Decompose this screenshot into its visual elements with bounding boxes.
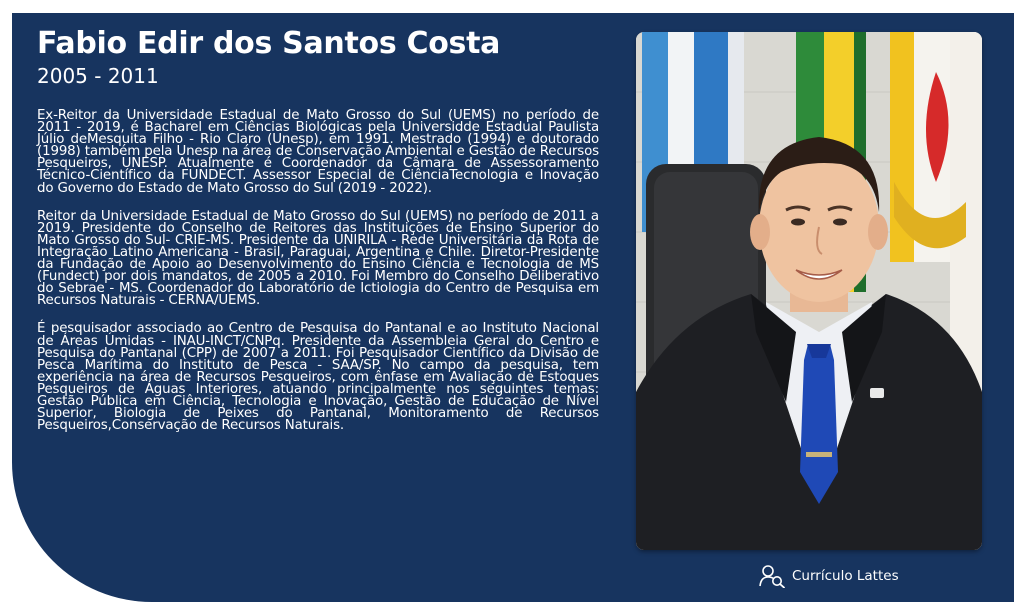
profile-name: Fabio Edir dos Santos Costa — [37, 26, 501, 61]
curriculo-lattes-link[interactable] — [758, 564, 899, 588]
bio-paragraph: Ex-Reitor da Universidade Estadual de Mato Grosso do Sul (UEMS) no período de 2011 - 2019, é Bacharel em Ciências Biológicas pela Universidde Estadual Paulista Júlio deMesquita Filho - Rio Claro (Unesp), em 1991. Mestrado (1994) e doutorado (1998) também pela Unesp na área de Conservação Ambiental e Gestão de Recursos Pesqueiros, UNESP. Atualmente é Coordenador da Câmara de Assessoramento Técnico-Científico da FUNDECT. Assessor Especial de CiênciaTecnologia e Inovação do Governo do Estado de Mato Grosso do Sul (2019 - 2022). — [37, 108, 599, 196]
profile-period: 2005 - 2011 — [37, 64, 159, 88]
user-search-icon — [758, 564, 786, 588]
profile-photo — [636, 32, 982, 550]
bio-paragraph: Reitor da Universidade Estadual de Mato Grosso do Sul (UEMS) no período de 2011 a 2019. Presidente do Conselho de Reitores das Instituições de Ensino Superior do Mato Grosso do Sul- CRIE-MS. Presidente da UNIRILA - Rede Universitária da Rota de Integração Latino Americana - Brasil, Paraguai, Argentina e Chile. Diretor-Presidente da Fundação de Apoio ao Desenvolvimento do Ensino Ciência e Tecnologia de MS (Fundect) por dois mandatos, de 2005 a 2010. Foi Membro do Conselho Deliberativo do Sebrae - MS. Coordenador do Laboratório de Ictiologia do Centro de Pesquisa em Recursos Naturais - CERNA/UEMS. — [37, 208, 599, 309]
profile-bio — [37, 110, 599, 448]
curriculo-lattes-label: Currículo Lattes — [792, 568, 899, 584]
bio-paragraph: É pesquisador associado ao Centro de Pesquisa do Pantanal e ao Instituto Nacional de Áreas Úmidas - INAU-INCT/CNPq. Presidente da Assembleia Geral do Centro e Pesquisa do Pantanal (CPP) de 2007 a 2011. Foi Pesquisador Científico da Divisão de Pesca Marítima do Instituto de Pesca - SAA/SP. No campo da pesquisa, tem experiência na área de Recursos Pesqueiros, com ênfase em Avaliação de Estoques Pesqueiros de Águas Interiores, atuando principalmente nos seguintes temas: Gestão Pública em Ciência, Tecnologia e Inovação, Gestão de Educação de Nível Superior, Biologia de Peixes do Pantanal, Monitoramento de Recursos Pesqueiros,Conservação de Recursos Naturais. — [37, 321, 599, 434]
